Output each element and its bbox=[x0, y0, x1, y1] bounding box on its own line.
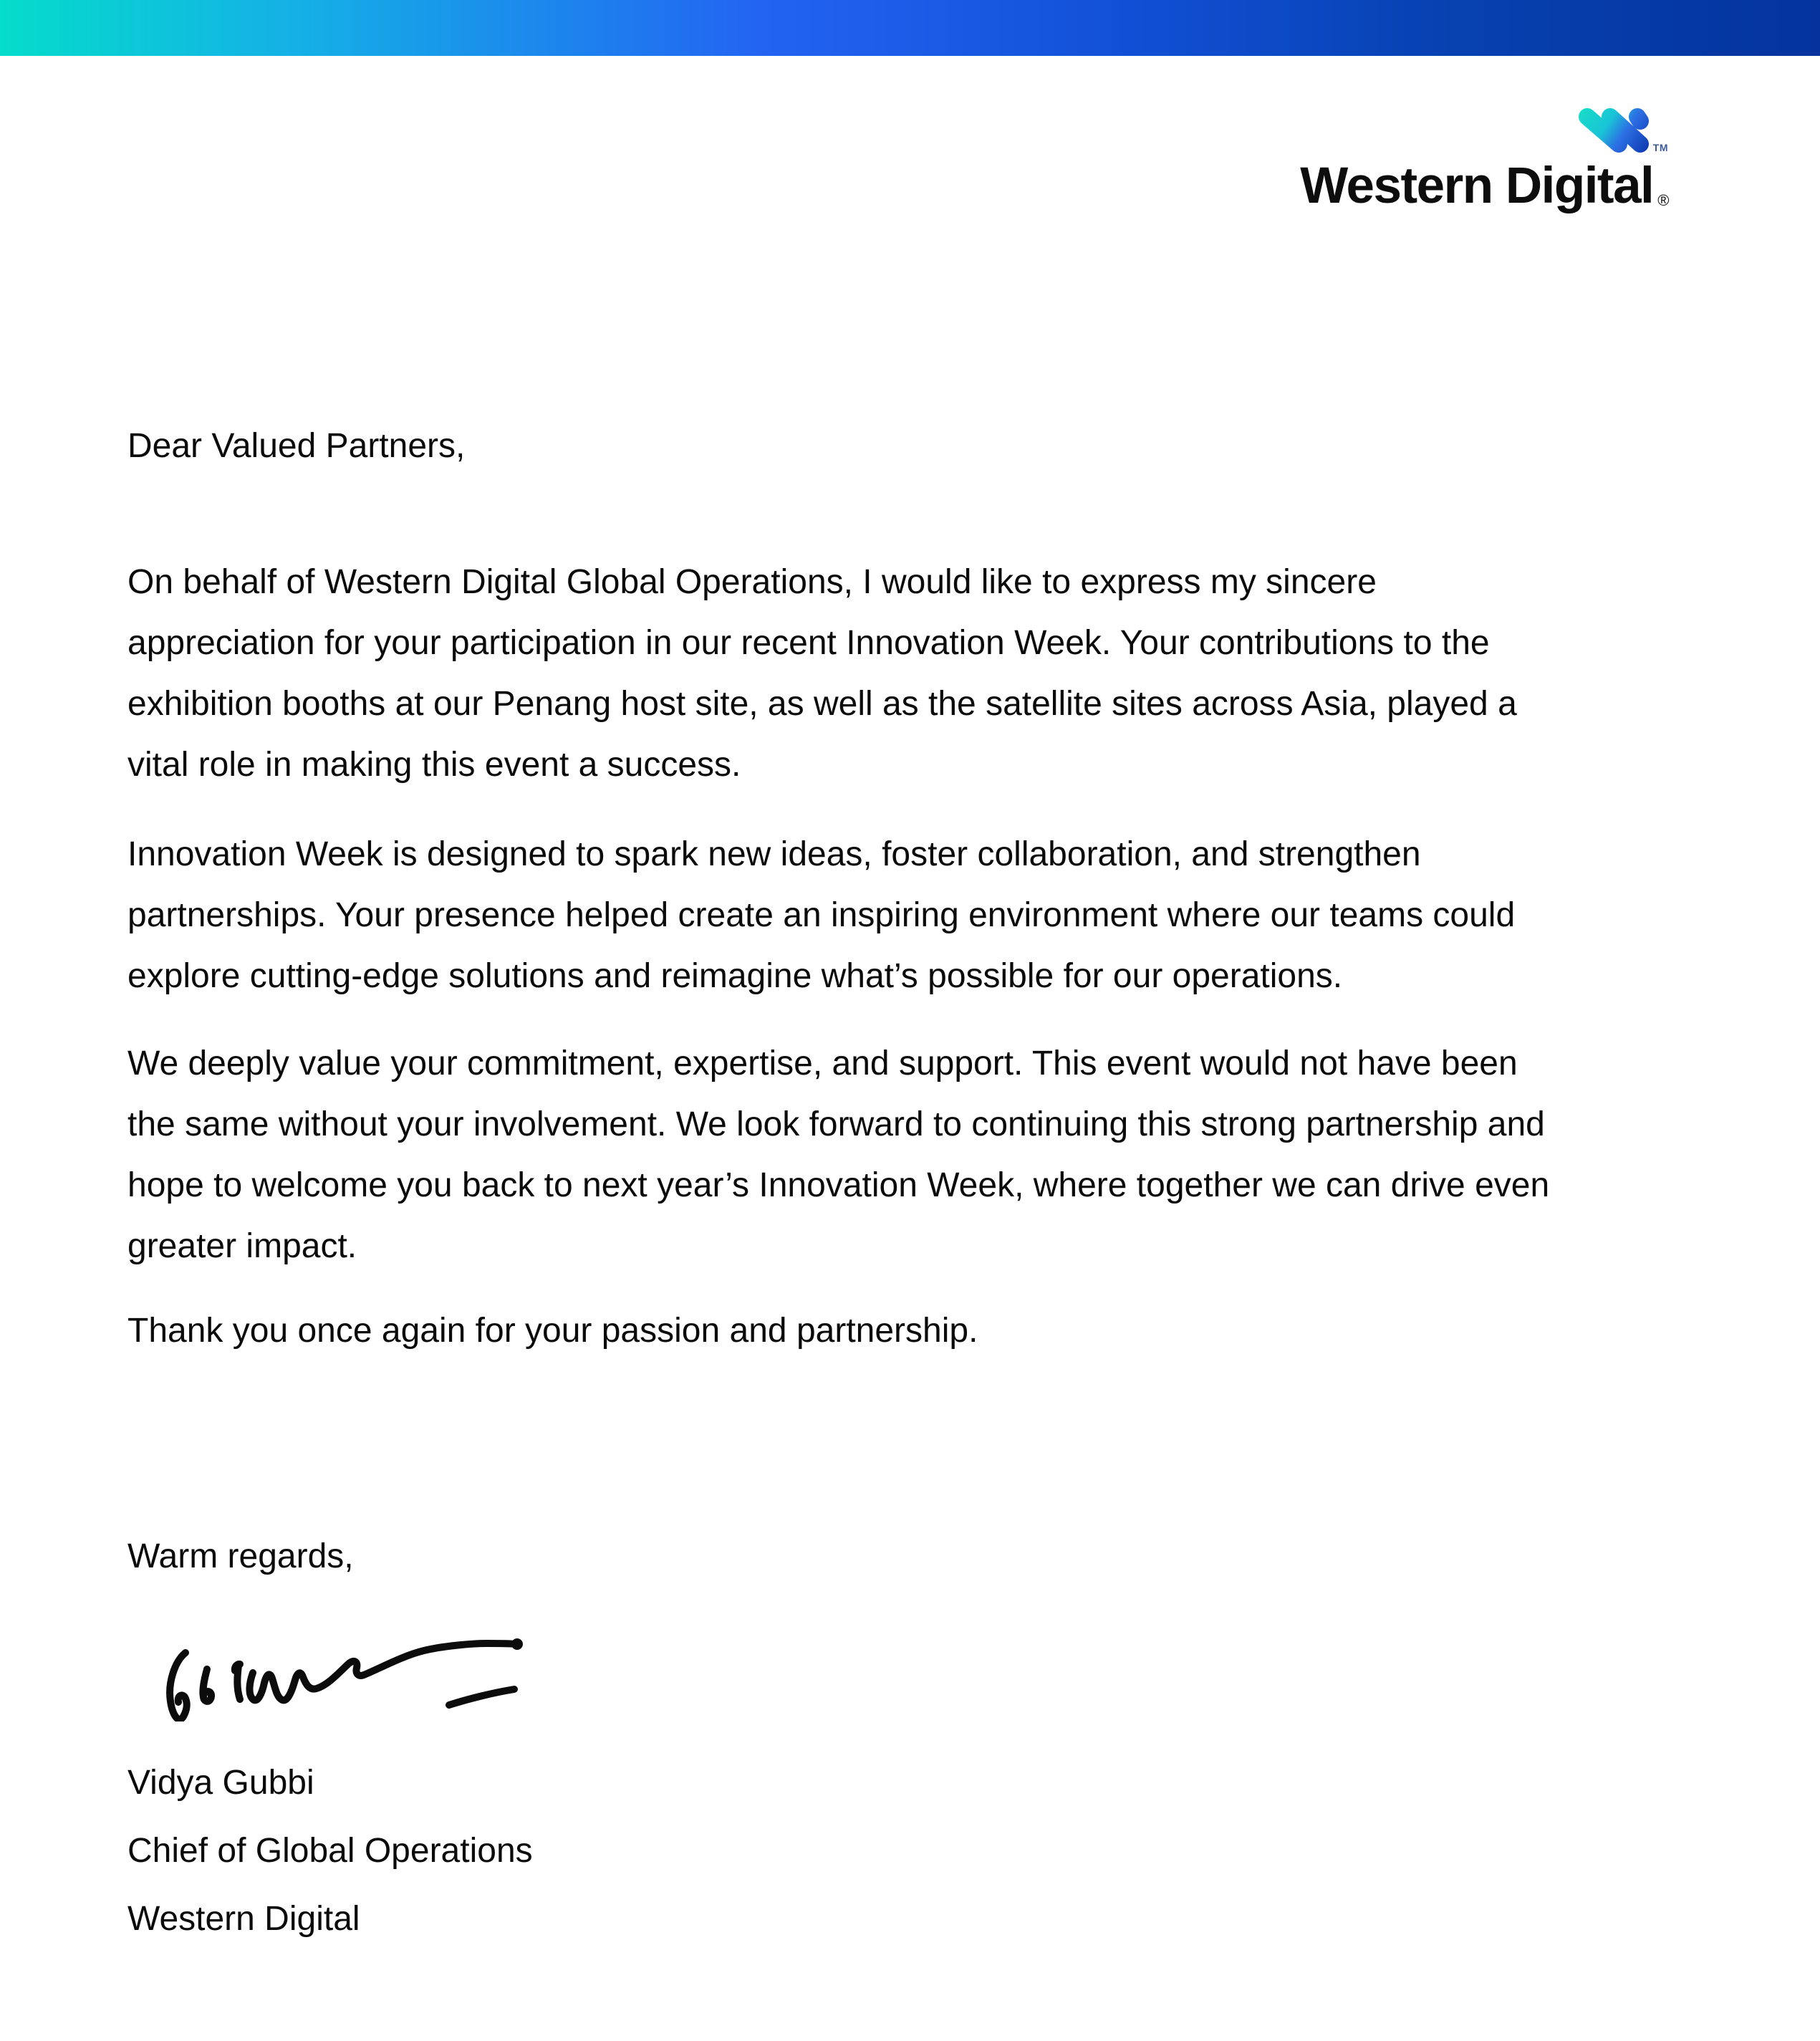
registered-symbol: ® bbox=[1657, 191, 1668, 209]
signer-name: Vidya Gubbi bbox=[127, 1764, 314, 1802]
western-digital-logo bbox=[1578, 106, 1668, 155]
paragraph-1 bbox=[127, 552, 1691, 795]
closing: Warm regards, bbox=[127, 1537, 354, 1575]
paragraph-1-line-3: exhibition booths at our Penang host site, as well as the satellite sites across Asia, played a bbox=[127, 685, 1517, 723]
western-digital-w-mark-icon bbox=[1578, 106, 1650, 155]
signature-block bbox=[127, 1749, 1691, 1953]
paragraph-3 bbox=[127, 1033, 1691, 1277]
wordmark-text: Western Digital bbox=[1300, 158, 1654, 214]
paragraph-3-line-4: greater impact. bbox=[127, 1227, 357, 1265]
signer-company: Western Digital bbox=[127, 1900, 360, 1938]
paragraph-3-line-1: We deeply value your commitment, expertise, and support. This event would not have been bbox=[127, 1044, 1518, 1082]
salutation: Dear Valued Partners, bbox=[127, 427, 466, 465]
paragraph-2-line-1: Innovation Week is designed to spark new ideas, foster collaboration, and strengthen bbox=[127, 835, 1421, 873]
paragraph-1-line-1: On behalf of Western Digital Global Operations, I would like to express my sincere bbox=[127, 563, 1377, 601]
paragraph-3-line-3: hope to welcome you back to next year’s Innovation Week, where together we can drive even bbox=[127, 1166, 1550, 1204]
letter-body bbox=[0, 416, 1820, 1953]
letterhead bbox=[0, 56, 1820, 214]
signer-title: Chief of Global Operations bbox=[127, 1832, 533, 1870]
header-gradient-bar bbox=[0, 0, 1820, 56]
paragraph-2-line-3: explore cutting-edge solutions and reimagine what’s possible for our operations. bbox=[127, 957, 1343, 995]
paragraph-4 bbox=[127, 1300, 1691, 1361]
paragraph-2-line-2: partnerships. Your presence helped create an inspiring environment where our teams could bbox=[127, 896, 1516, 934]
handwritten-signature bbox=[166, 1636, 531, 1721]
paragraph-2 bbox=[127, 824, 1691, 1007]
paragraph-1-line-4: vital role in making this event a success. bbox=[127, 746, 741, 784]
paragraph-3-line-2: the same without your involvement. We look forward to continuing this strong partnership and bbox=[127, 1105, 1545, 1143]
paragraph-4-line-1: Thank you once again for your passion and partnership. bbox=[127, 1312, 978, 1350]
western-digital-wordmark bbox=[1300, 158, 1668, 214]
paragraph-1-line-2: appreciation for your participation in our recent Innovation Week. Your contributions to the bbox=[127, 624, 1490, 662]
trademark-symbol: TM bbox=[1652, 142, 1668, 153]
